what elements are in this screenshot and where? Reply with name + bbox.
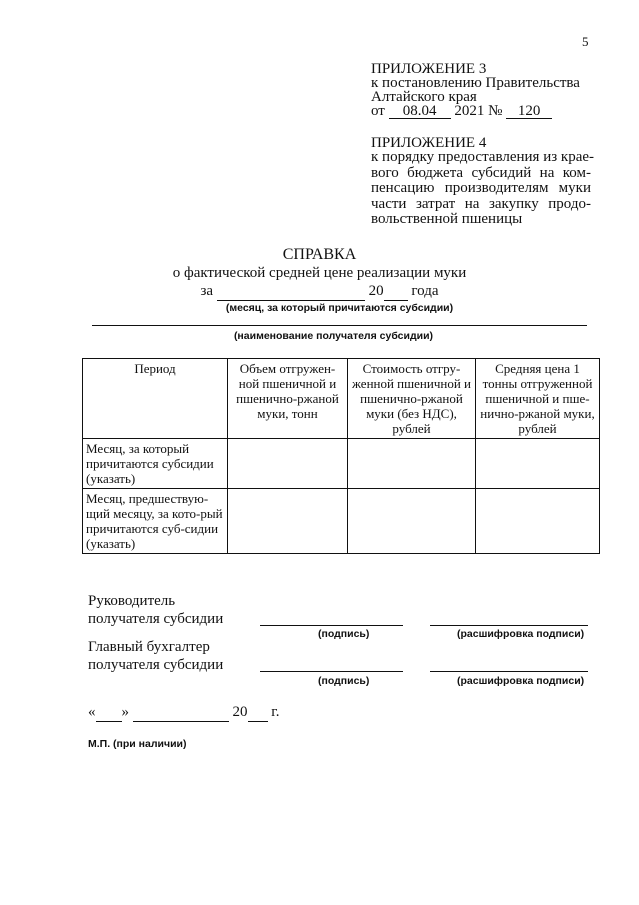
date-day-blank[interactable]: [96, 704, 122, 722]
period-za-label: за: [200, 283, 214, 299]
table-cell[interactable]: [228, 489, 348, 554]
date-close-quote: »: [121, 704, 129, 720]
stamp-note: М.П. (при наличии): [88, 738, 187, 750]
head-signature-hint: (подпись): [318, 628, 370, 640]
certificate-title: СПРАВКА: [282, 246, 357, 263]
appendix4-line: к порядку предоставления из крае-: [371, 149, 595, 165]
recipient-hint: (наименование получателя субсидии): [233, 330, 434, 342]
accountant-signature-line[interactable]: [260, 671, 403, 672]
table-cell[interactable]: [228, 439, 348, 489]
period-year-suffix: года: [411, 283, 439, 299]
table-cell[interactable]: [476, 439, 600, 489]
appendix4-line: вольственной пшеницы: [371, 211, 523, 228]
date-year-prefix: 20: [232, 704, 248, 720]
head-decode-line[interactable]: [430, 625, 588, 626]
recipient-name-line: [92, 325, 587, 326]
appendix3-line2: Алтайского края: [371, 89, 477, 105]
table-cell[interactable]: [348, 439, 476, 489]
appendix3-date-prefix: от: [371, 103, 385, 119]
period-month-blank: [217, 283, 365, 301]
accountant-decode-hint: (расшифровка подписи): [457, 675, 585, 687]
date-month-blank[interactable]: [133, 704, 229, 722]
appendix3-number-value: 120: [506, 104, 552, 119]
appendix3-title: ПРИЛОЖЕНИЕ 3: [371, 61, 487, 77]
header-cost: Стоимость отгру-женной пшеничной и пшенично-ржаной муки (без НДС), рублей: [348, 359, 476, 439]
certificate-period-line: [0, 283, 639, 301]
table-row: [83, 489, 600, 554]
table-header-row: [83, 359, 600, 439]
header-period: Период: [83, 359, 228, 439]
accountant-decode-line[interactable]: [430, 671, 588, 672]
date-year-blank[interactable]: [248, 704, 268, 722]
accountant-signature-hint: (подпись): [318, 675, 370, 687]
date-year-suffix: г.: [271, 704, 280, 720]
table-row: [83, 439, 600, 489]
appendix4-body: [371, 149, 595, 228]
table-cell[interactable]: [348, 489, 476, 554]
appendix4-line: пенсацию производителям муки: [371, 180, 591, 197]
head-decode-hint: (расшифровка подписи): [457, 628, 585, 640]
head-label: [88, 592, 223, 628]
row-period-current: Месяц, за который причитаются субсидии (указать): [83, 439, 228, 489]
page-number: 5: [582, 34, 589, 49]
appendix4-title: ПРИЛОЖЕНИЕ 4: [371, 135, 487, 151]
month-hint: (месяц, за который причитаются субсидии): [225, 302, 454, 314]
appendix3-date-line: [371, 104, 552, 119]
accountant-label-line2: получателя субсидии: [88, 657, 224, 673]
date-open-quote: «: [88, 704, 96, 720]
certificate-subtitle: о фактической средней цене реализации муки: [172, 265, 467, 281]
appendix4-line: вого бюджета субсидий на ком-: [371, 164, 591, 181]
accountant-label: [88, 638, 223, 674]
appendix3-date-value: 08.04: [389, 104, 451, 119]
header-average-price: Средняя цена 1 тонны отгруженной пшеничной и пше-нично-ржаной муки, рублей: [476, 359, 600, 439]
period-year-prefix: 20: [368, 283, 384, 299]
table-cell[interactable]: [476, 489, 600, 554]
price-table: [82, 358, 600, 554]
appendix3-number-sign: №: [488, 103, 503, 119]
period-year-blank: [384, 283, 408, 301]
head-label-line1: Руководитель: [88, 593, 176, 609]
appendix3-line1: к постановлению Правительства: [371, 75, 580, 91]
accountant-label-line1: Главный бухгалтер: [88, 639, 210, 655]
date-line: [88, 704, 279, 722]
head-label-line2: получателя субсидии: [88, 611, 224, 627]
appendix3-year: 2021: [454, 103, 485, 119]
appendix4-line: части затрат на закупку продо-: [371, 195, 591, 212]
head-signature-line[interactable]: [260, 625, 403, 626]
row-period-previous: Месяц, предшествую-щий месяцу, за кото-рый причитаются суб-сидии (указать): [83, 489, 228, 554]
header-volume: Объем отгружен-ной пшеничной и пшенично-ржаной муки, тонн: [228, 359, 348, 439]
